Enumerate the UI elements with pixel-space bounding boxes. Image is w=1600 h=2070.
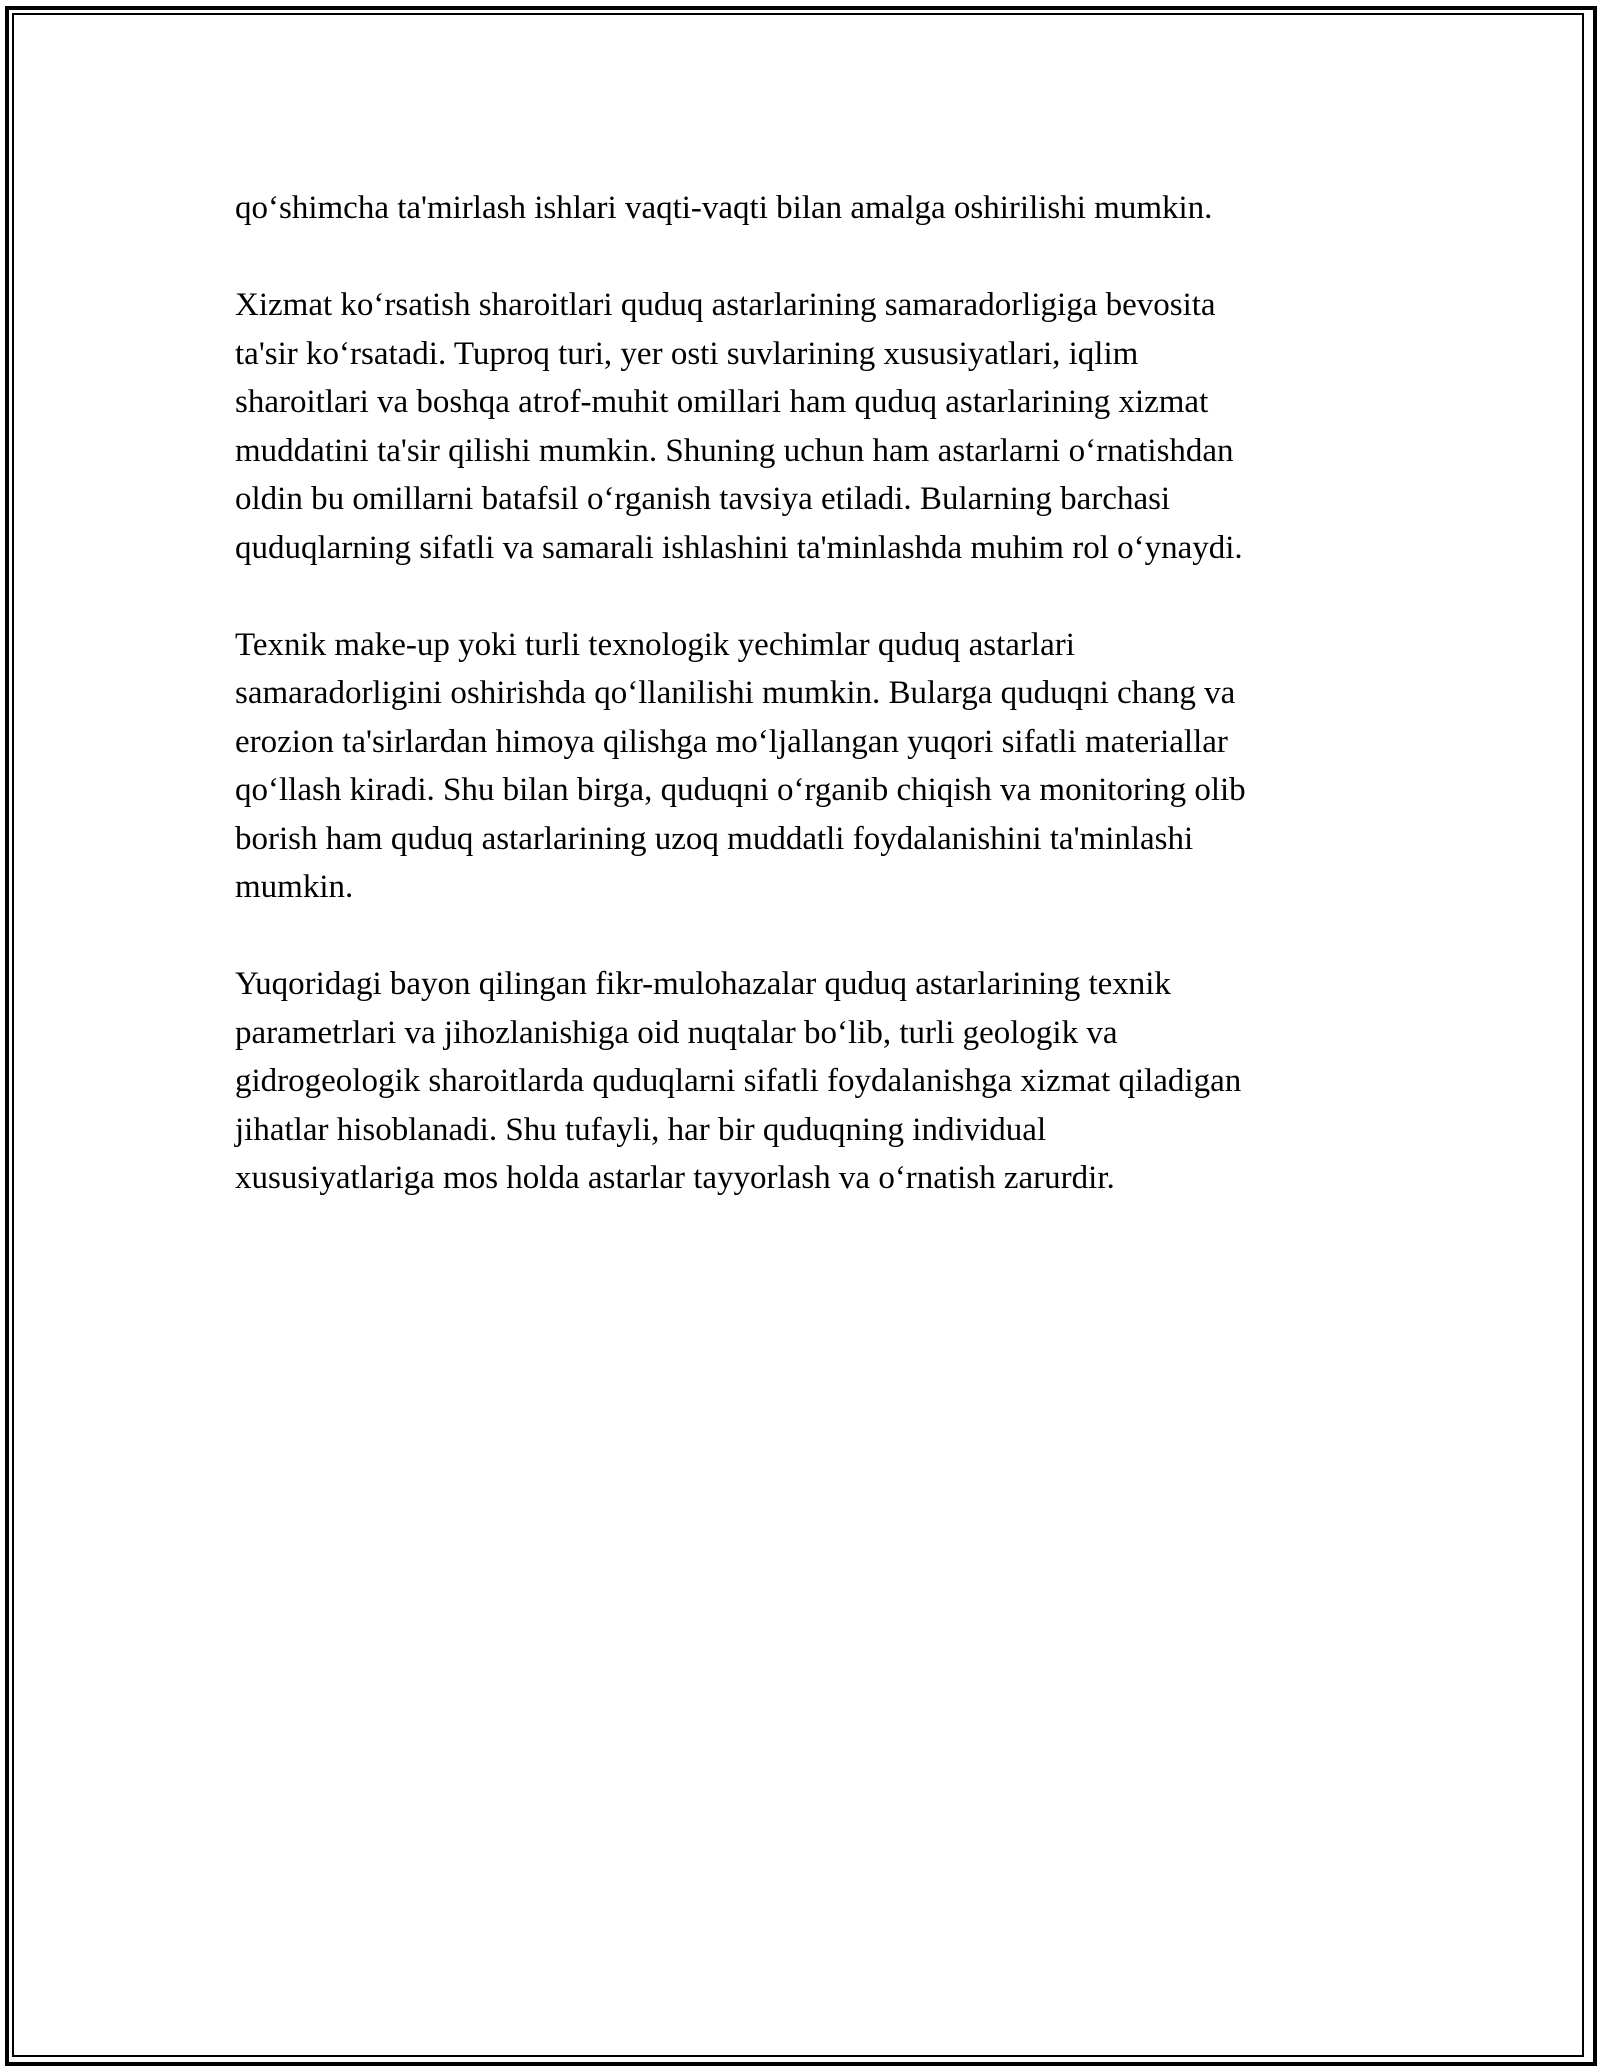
paragraph-2: Xizmat ko‘rsatish sharoitlari quduq astarlarining samaradorligiga bevosita ta'sir ko‘rsatadi. Tuproq turi, yer osti suvlarining xususiyatlari, iqlim sharoitlari va boshqa atrof-muhit omillari ham quduq astarlarining xizmat muddatini ta'sir qilishi mumkin. Shuning uchun ham astarlarni o‘rnatishdan oldin bu omillarni batafsil o‘rganish tavsiya etiladi. Bularning barchasi quduqlarning sifatli va samarali ishlashini ta'minlashda muhim rol o‘ynaydi. (235, 287, 1243, 566)
paragraph-3: Texnik make-up yoki turli texnologik yechimlar quduq astarlari samaradorligini oshirishda qo‘llanilishi mumkin. Bularga quduqni chang va erozion ta'sirlardan himoya qilishga mo‘ljallangan yuqori sifatli materiallar qo‘llash kiradi. Shu bilan birga, quduqni o‘rganib chiqish va monitoring olib borish ham quduq astarlarining uzoq muddatli foydalanishini ta'minlashi mumkin. (235, 626, 1246, 905)
paragraph-1: qo‘shimcha ta'mirlash ishlari vaqti-vaqti bilan amalga oshirilishi mumkin. (235, 190, 1213, 226)
paragraph-4: Yuqoridagi bayon qilingan fikr-mulohazalar quduq astarlarining texnik parametrlari va jihozlanishiga oid nuqtalar bo‘lib, turli geologik va gidrogeologik sharoitlarda quduqlarni sifatli foydalanishga xizmat qiladigan jihatlar hisoblanadi. Shu tufayli, har bir quduqning individual xususiyatlariga mos holda astarlar tayyorlash va o‘rnatish zarurdir. (235, 966, 1242, 1196)
document-body (235, 184, 1385, 1251)
